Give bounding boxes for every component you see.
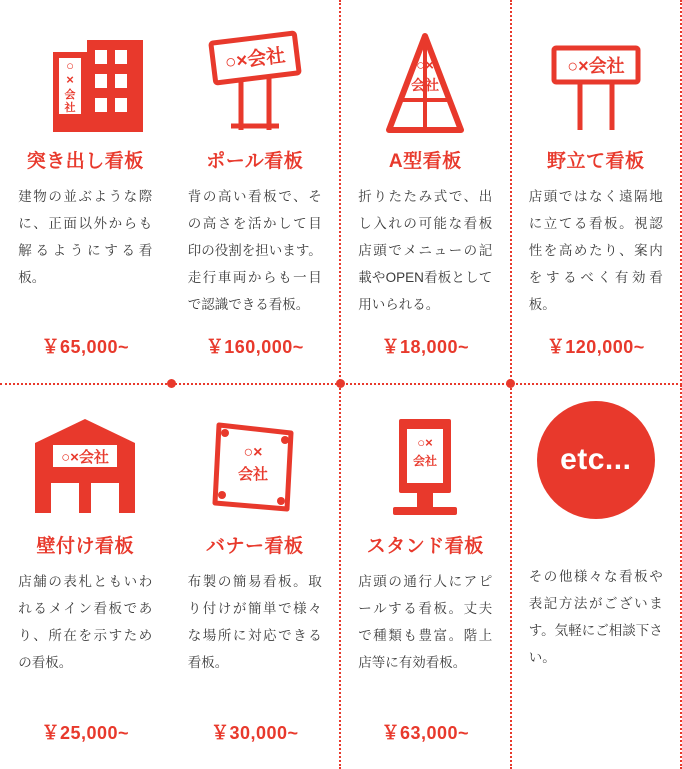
svg-text:○×会社: ○×会社 — [223, 45, 287, 74]
svg-text:○×会社: ○×会社 — [61, 448, 110, 466]
sign-card-description: 建物の並ぶような際に、正面以外からも解るようにする看板。 — [18, 189, 153, 285]
svg-text:○×: ○× — [243, 443, 263, 461]
svg-text:会社: 会社 — [237, 465, 268, 483]
a-frame-sign-icon — [355, 16, 496, 134]
sign-card-description: 布製の簡易看板。取り付けが簡単で様々な場所に対応できる看板。 — [187, 573, 322, 670]
sign-card-title: スタンド看板 — [366, 535, 484, 557]
svg-text:○×: ○× — [417, 434, 433, 450]
sign-card-pole — [171, 0, 342, 385]
sign-card-description: 背の高い看板で、その高さを活かして目印の役割を担います。走行車両からも一目で認識できる看板。 — [187, 189, 322, 312]
banner-sign-icon — [185, 401, 326, 519]
etc-label: etc... — [537, 401, 655, 519]
sign-card-wall-mounted — [0, 385, 171, 769]
svg-text:×: × — [66, 72, 75, 87]
sign-card-description: 店舗の表札ともいわれるメイン看板であり、所在を示すための看板。 — [18, 573, 153, 670]
svg-text:会社: 会社 — [413, 453, 438, 468]
sign-card-title: 壁付け看板 — [36, 535, 134, 557]
sign-card-title: ポール看板 — [206, 151, 304, 172]
svg-text:会: 会 — [64, 89, 76, 101]
svg-text:○×: ○× — [416, 57, 435, 74]
sign-card-banner — [171, 385, 342, 769]
sign-card-etc — [512, 385, 682, 769]
sign-card-price: ￥63,000~ — [381, 723, 470, 743]
etc-circle-icon — [526, 401, 667, 519]
sign-card-price: ￥120,000~ — [546, 336, 645, 357]
sign-card-title-spacer — [593, 531, 599, 553]
sign-card-roadside — [512, 0, 682, 385]
sign-card-price: ￥25,000~ — [41, 723, 130, 743]
sign-card-price: ￥160,000~ — [205, 336, 304, 357]
sign-card-title: 突き出し看板 — [26, 151, 144, 172]
svg-text:○×会社: ○×会社 — [567, 56, 625, 76]
sign-card-stand — [341, 385, 512, 769]
sign-card-title: A型看板 — [388, 151, 462, 172]
sign-card-title: 野立て看板 — [546, 151, 645, 172]
sign-card-projecting — [0, 0, 171, 385]
sign-card-price: ￥30,000~ — [210, 723, 299, 743]
svg-text:社: 社 — [64, 102, 76, 114]
sign-card-description: 店頭の通行人にアピールする看板。丈夫で種類も豊富。階上店等に有効看板。 — [358, 573, 493, 670]
roadside-sign-icon — [526, 16, 667, 134]
projecting-sign-building-icon — [14, 16, 157, 134]
wall-mounted-sign-icon — [14, 401, 157, 519]
sign-card-title: バナー看板 — [205, 535, 304, 557]
svg-text:会社: 会社 — [411, 77, 440, 93]
sign-card-description: 店頭ではなく遠隔地に立てる看板。視認性を高めたり、案内をするべく有効看板。 — [528, 189, 663, 312]
sign-card-a-frame — [341, 0, 512, 385]
sign-card-description: 折りたたみ式で、出し入れの可能な看板店頭でメニューの記載やOPEN看板として用いられる。 — [358, 189, 493, 312]
sign-card-price: ￥18,000~ — [381, 336, 470, 357]
stand-sign-icon — [355, 401, 496, 519]
svg-text:○: ○ — [66, 58, 75, 73]
pole-sign-icon — [185, 16, 326, 134]
sign-card-price: ￥65,000~ — [41, 336, 130, 357]
sign-card-description: その他様々な看板や表記方法がございます。気軽にご相談下さい。 — [528, 568, 663, 665]
